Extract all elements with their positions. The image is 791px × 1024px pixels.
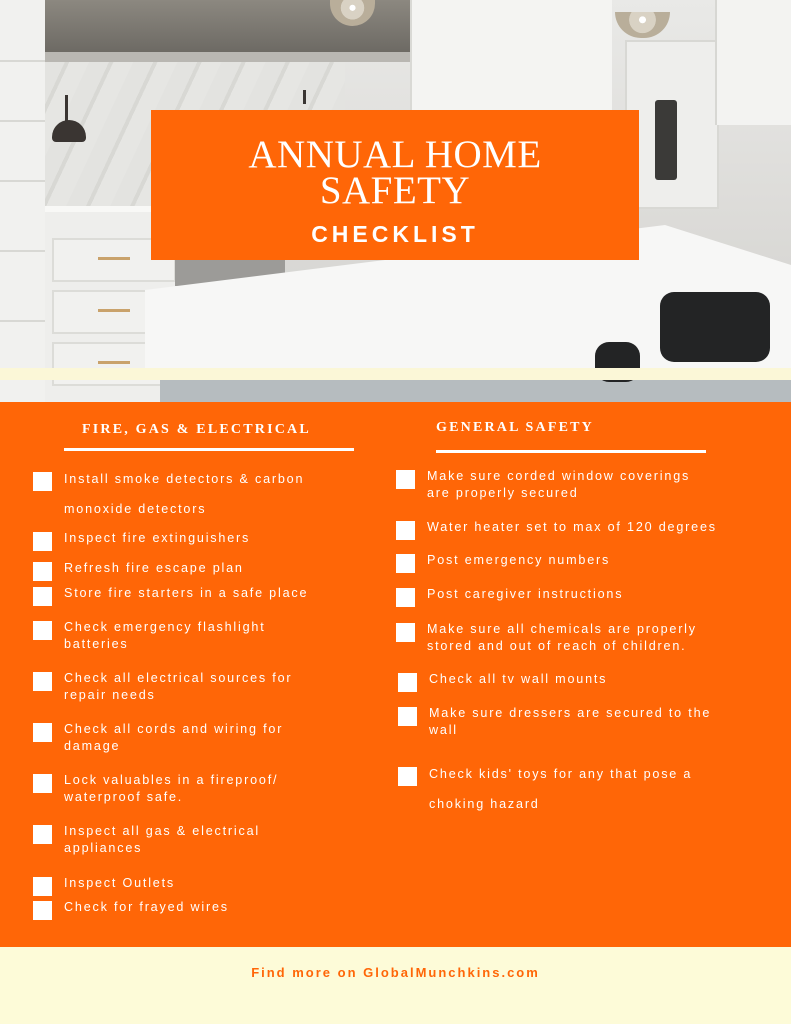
checkbox[interactable] xyxy=(33,825,52,844)
range-hood-trim xyxy=(45,52,410,62)
checkbox[interactable] xyxy=(33,532,52,551)
checklist-item-label: Check kids' toys for any that pose a choking hazard xyxy=(429,767,693,811)
checklist-item[interactable] xyxy=(33,560,244,581)
checklist-item-label: Make sure corded window coverings are properly secured xyxy=(427,469,691,500)
checkbox[interactable] xyxy=(33,877,52,896)
checklist-item[interactable] xyxy=(33,772,278,806)
checklist-item-label: Inspect fire extinguishers xyxy=(64,531,251,545)
checklist-item-label: Refresh fire escape plan xyxy=(64,561,244,575)
checkbox[interactable] xyxy=(396,470,415,489)
checklist-item-label: Lock valuables in a fireproof/ waterproof safe. xyxy=(64,773,279,804)
checklist-item[interactable] xyxy=(396,552,610,573)
footer-link[interactable]: Find more on GlobalMunchkins.com xyxy=(251,965,540,980)
checklist-item[interactable] xyxy=(33,670,292,704)
checklist-item[interactable] xyxy=(396,621,697,655)
checklist-item[interactable] xyxy=(33,899,229,920)
checklist-item[interactable] xyxy=(396,468,690,502)
checklist-item[interactable] xyxy=(33,619,266,653)
checklist-item-label: Install smoke detectors & carbon monoxide detectors xyxy=(64,472,305,516)
fire-section-rule xyxy=(64,448,354,451)
checkbox[interactable] xyxy=(396,554,415,573)
left-cabinet xyxy=(0,0,47,402)
checklist-item[interactable] xyxy=(33,585,308,606)
checklist-item[interactable] xyxy=(398,671,607,692)
title-box xyxy=(151,110,639,260)
cream-divider xyxy=(0,368,791,380)
checkbox[interactable] xyxy=(396,623,415,642)
checklist-item-label: Inspect Outlets xyxy=(64,876,175,890)
checkbox[interactable] xyxy=(33,472,52,491)
checklist-item-label: Store fire starters in a safe place xyxy=(64,586,309,600)
checkbox[interactable] xyxy=(398,767,417,786)
checklist-item[interactable] xyxy=(396,519,717,540)
checklist-item[interactable] xyxy=(398,765,692,819)
checklist-item-label: Make sure dressers are secured to the wall xyxy=(429,706,712,737)
checkbox[interactable] xyxy=(398,707,417,726)
chandelier-right xyxy=(615,12,670,38)
general-section-heading: GENERAL SAFETY xyxy=(436,420,594,435)
checkbox[interactable] xyxy=(33,901,52,920)
checkbox[interactable] xyxy=(396,588,415,607)
page-subtitle: CHECKLIST xyxy=(311,221,479,247)
checklist-item-label: Check all cords and wiring for damage xyxy=(64,722,284,753)
checklist-item-label: Water heater set to max of 120 degrees xyxy=(427,520,717,534)
checklist-item[interactable] xyxy=(33,470,304,524)
checkbox[interactable] xyxy=(396,521,415,540)
checklist-item[interactable] xyxy=(33,823,260,857)
bar-stool xyxy=(660,292,770,362)
checklist-item-label: Inspect all gas & electrical appliances xyxy=(64,824,260,855)
checklist-item[interactable] xyxy=(398,705,711,739)
checkbox[interactable] xyxy=(33,672,52,691)
checkbox[interactable] xyxy=(398,673,417,692)
checklist-item-label: Check all tv wall mounts xyxy=(429,672,608,686)
checklist-item-label: Make sure all chemicals are properly stored and out of reach of children. xyxy=(427,622,697,653)
checklist-panel xyxy=(0,402,791,947)
right-cabinet xyxy=(715,0,791,125)
checklist-item[interactable] xyxy=(396,586,623,607)
wall-lamp-arm xyxy=(303,90,306,104)
hanging-towel xyxy=(655,100,677,180)
checkbox[interactable] xyxy=(33,621,52,640)
checklist-item[interactable] xyxy=(33,875,175,896)
checkbox[interactable] xyxy=(33,723,52,742)
checklist-item-label: Post caregiver instructions xyxy=(427,587,624,601)
footer xyxy=(0,947,791,1024)
checkbox[interactable] xyxy=(33,562,52,581)
checklist-item-label: Check emergency flashlight batteries xyxy=(64,620,266,651)
checkbox[interactable] xyxy=(33,774,52,793)
fire-section-heading: FIRE, GAS & ELECTRICAL xyxy=(82,422,311,437)
checklist-item[interactable] xyxy=(33,721,283,755)
checklist-item-label: Check for frayed wires xyxy=(64,900,229,914)
general-section-rule xyxy=(436,450,706,453)
page-title: ANNUAL HOME SAFETY xyxy=(248,133,542,212)
checkbox[interactable] xyxy=(33,587,52,606)
checklist-item-label: Check all electrical sources for repair needs xyxy=(64,671,293,702)
checklist-item-label: Post emergency numbers xyxy=(427,553,611,567)
checklist-item[interactable] xyxy=(33,530,250,551)
upper-cabinet xyxy=(410,0,612,120)
